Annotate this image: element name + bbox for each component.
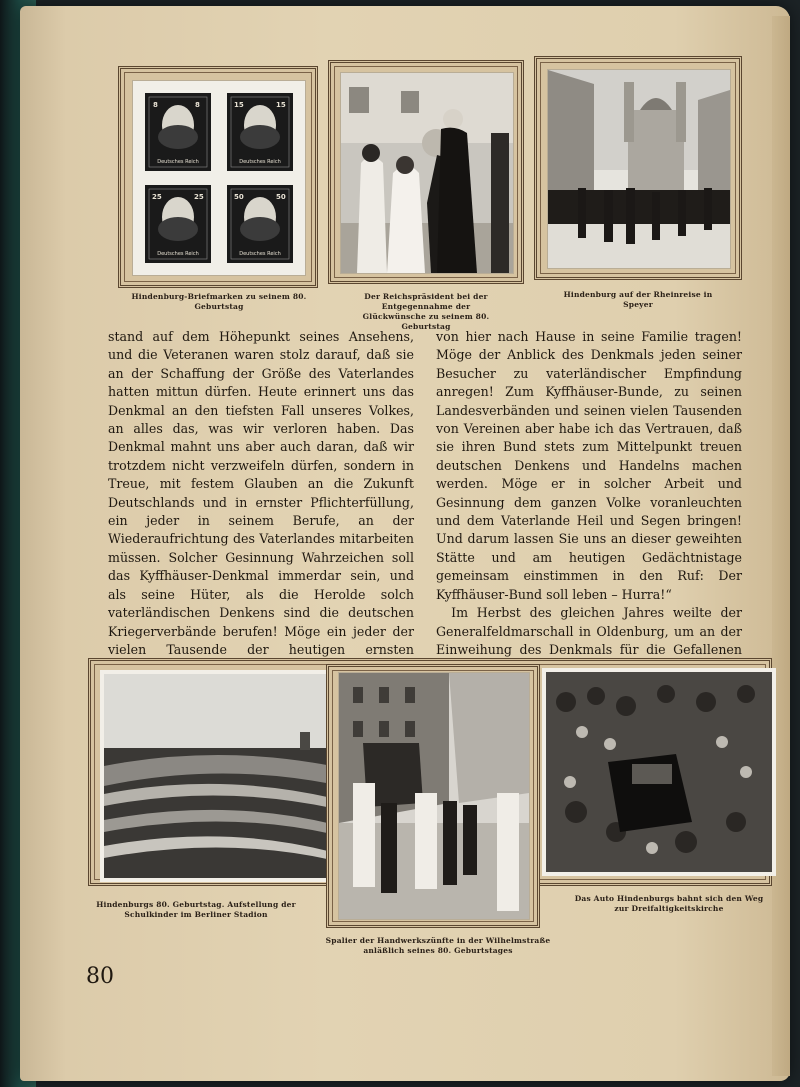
svg-text:8: 8 — [153, 101, 158, 109]
president-scene-image — [341, 73, 513, 273]
parade-scene-image — [339, 673, 529, 919]
paragraph-right-2: Im Herbst des gleichen Jahres weilte der Generalfeldmarschall in Oldenburg, um an der Einweihung des Denkmals für die Gefallenen — [436, 605, 742, 657]
page-edge — [772, 16, 790, 1076]
caption-stamps: Hindenburg-Briefmarken zu seinem 80. Geburtstag — [131, 292, 307, 311]
svg-text:25: 25 — [194, 193, 204, 201]
svg-text:50: 50 — [276, 193, 286, 201]
svg-text:Deutsches Reich: Deutsches Reich — [239, 159, 281, 165]
stamp-sheet-image — [133, 81, 305, 275]
svg-text:50: 50 — [234, 193, 244, 201]
auto-scene-image — [546, 672, 772, 872]
paragraph-left: stand auf dem Höhepunkt seines Ansehens, und die Veteranen waren stolz darauf, daß sie an der Schaffung der Größe des Vaterlandes hatten mittun dürfen. Heute erinnert uns das Denkmal an den tiefsten Fall unseres Volkes, an alles das, was wir verloren haben. Das Denkmal mahnt uns aber auch daran, daß wir trotzdem nicht verzweifeln dürfen, sondern in Treue, mit festem Glauben an die Zukunft Deutschlands und in ernster Pflichterfüllung, ein jeder in seinem Berufe, an der Wiederaufrichtung des Vaterlandes mitarbeiten müssen. Solcher Gesinnung Wahrzeichen soll das Kyffhäuser-Denkmal immerdar sein, und als seine Hüter, als die Herolde solch vaterländischen Denkens sind die deutschen Kriegerverbände berufen! Möge ein jeder der vielen Tausende der heutigen ernsten — [108, 329, 414, 657]
parade-photo — [338, 672, 530, 920]
svg-text:15: 15 — [234, 101, 244, 109]
caption-speyer: Hindenburg auf der Rheinreise in Speyer — [563, 290, 713, 309]
caption-president: Der Reichspräsident bei der Entgegennahme der Glückwünsche zu seinem 80. Geburtstag — [362, 292, 490, 331]
svg-text:Deutsches Reich: Deutsches Reich — [157, 251, 199, 257]
president-photo — [340, 72, 514, 274]
stadium-scene-image — [104, 674, 332, 878]
svg-text:15: 15 — [276, 101, 286, 109]
text-column-left — [108, 328, 414, 678]
auto-photo — [542, 668, 776, 876]
caption-stadium: Hindenburgs 80. Geburtstag. Aufstellung der Schulkinder im Berliner Stadion — [96, 900, 296, 919]
caption-parade: Spalier der Handwerkszünfte in der Wilhelmstraße anläßlich seines 80. Geburtstages — [325, 936, 551, 955]
svg-text:25: 25 — [152, 193, 162, 201]
speyer-scene-image — [548, 70, 730, 268]
stamp-1 — [145, 93, 211, 171]
stamp-3 — [145, 185, 211, 263]
page-number: 80 — [86, 964, 114, 989]
caption-auto: Das Auto Hindenburgs bahnt sich den Weg zur Dreifaltigkeitskirche — [574, 894, 764, 913]
stamps-photo — [132, 80, 306, 276]
svg-text:Deutsches Reich: Deutsches Reich — [239, 251, 281, 257]
stamp-2 — [227, 93, 293, 171]
speyer-photo — [547, 69, 731, 269]
stamp-4 — [227, 185, 293, 263]
svg-text:Deutsches Reich: Deutsches Reich — [157, 159, 199, 165]
paragraph-right-1: von hier nach Hause in seine Familie tragen! Möge der Anblick des Denkmals jeden seiner Besucher zu vaterländischer Empfindung anregen! Zum Kyffhäuser-Bunde, zu seinen Landesverbänden und seinen vielen Tausenden von Vereinen aber habe ich das Vertrauen, daß sie ihren Bund stets zum Mittelpunkt treuen deutschen Denkens und Handelns machen werden. Möge er in solcher Arbeit und Gesinnung dem ganzen Volke voranleuchten und dem Vaterlande Heil und Segen bringen! Und darum lassen Sie uns an dieser geweihten Stätte und am heutigen Gedächtnistage gemeinsam einstimmen in den Ruf: Der Kyffhäuser-Bund soll leben – Hurra!“ — [436, 329, 742, 602]
stadium-photo — [100, 670, 336, 882]
svg-text:8: 8 — [195, 101, 200, 109]
text-column-right — [436, 328, 742, 678]
